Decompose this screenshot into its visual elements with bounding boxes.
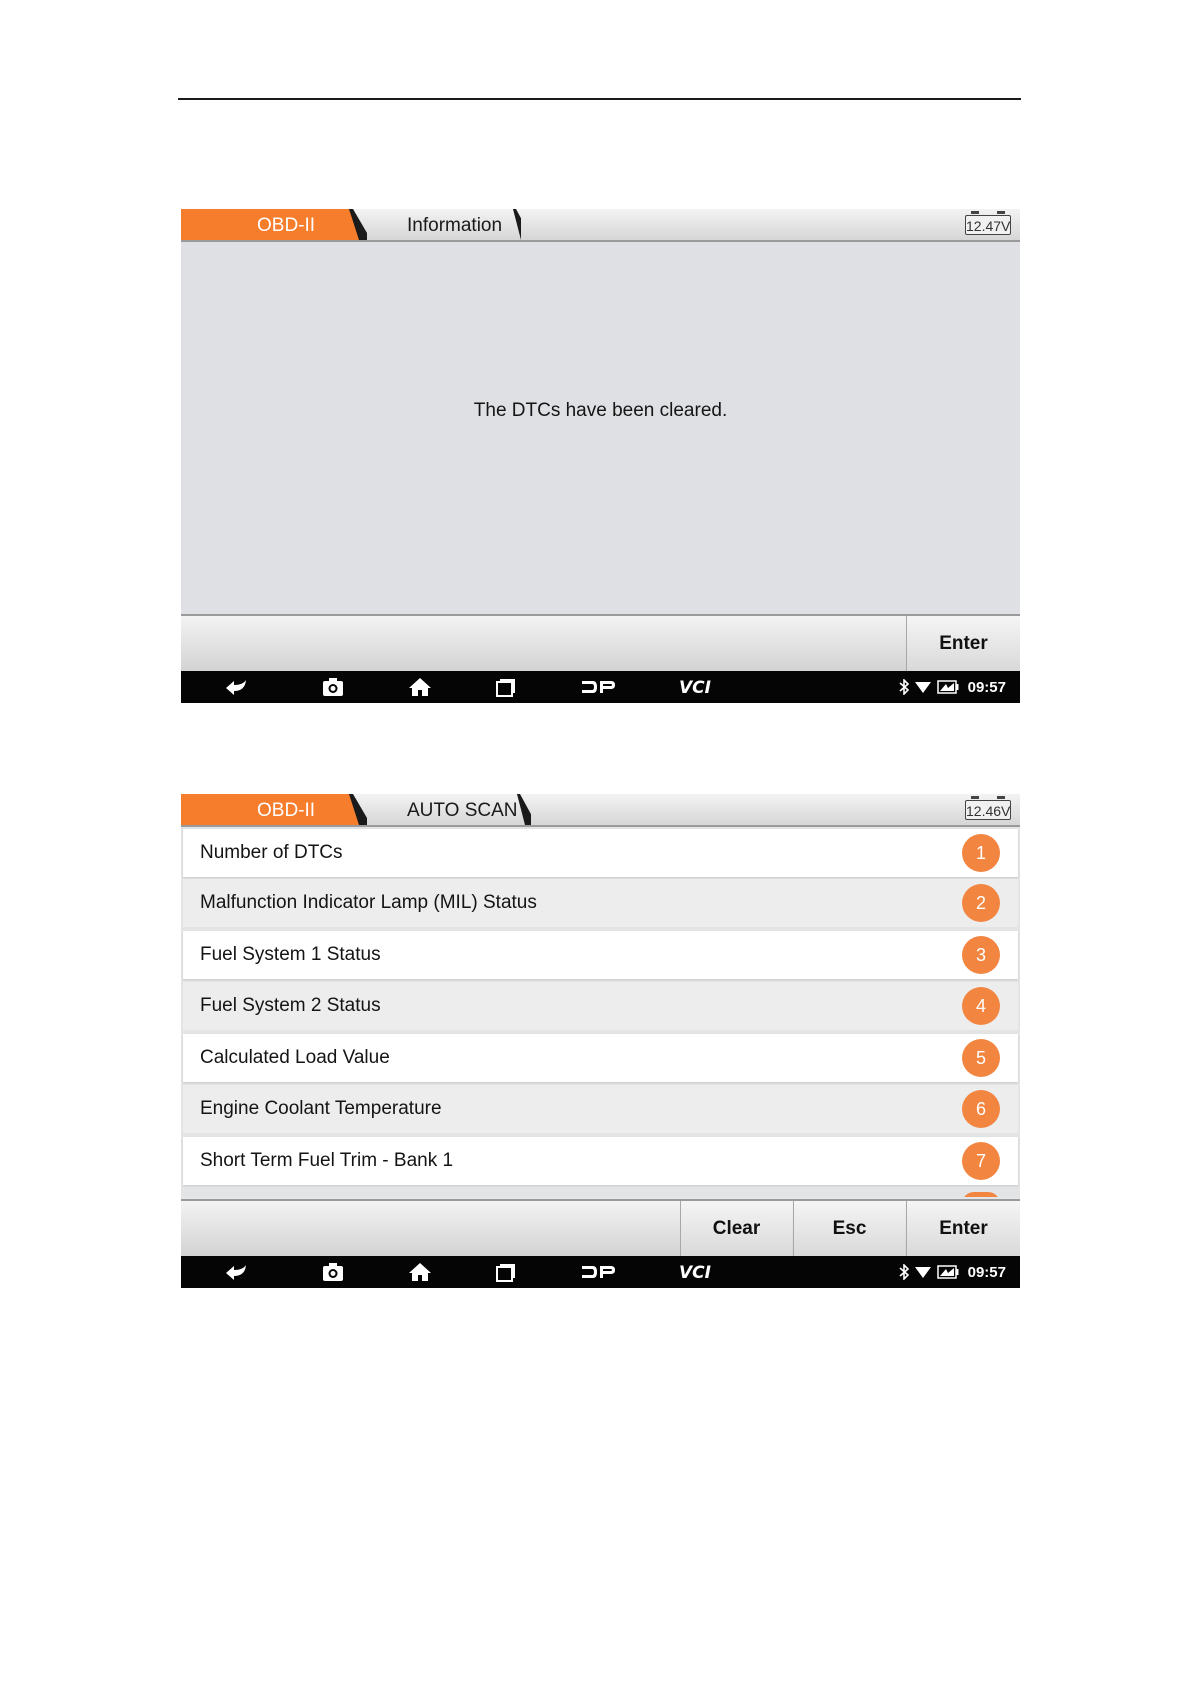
tab-auto-scan[interactable]: AUTO SCAN <box>407 800 518 821</box>
list-item[interactable] <box>183 1085 1018 1133</box>
list-item[interactable] <box>183 931 1018 979</box>
next-item-badge-peek <box>962 1192 1000 1197</box>
battery-status-icon <box>937 680 959 694</box>
list-item[interactable] <box>183 982 1018 1030</box>
list-item-number: 4 <box>962 987 1000 1025</box>
clock: 09:57 <box>967 678 1006 696</box>
wifi-icon <box>915 1265 931 1279</box>
wifi-icon <box>915 680 931 694</box>
vehicle-battery-voltage <box>965 800 1011 820</box>
title-bar <box>181 209 1020 242</box>
battery-voltage-value: 12.46V <box>966 803 1011 819</box>
status-area <box>899 1256 1006 1288</box>
list-item-label: Malfunction Indicator Lamp (MIL) Status <box>200 892 537 913</box>
list-item-label: Short Term Fuel Trim - Bank 1 <box>200 1150 454 1171</box>
vehicle-battery-voltage <box>965 215 1011 235</box>
clock: 09:57 <box>967 1263 1006 1281</box>
list-item[interactable] <box>183 1137 1018 1185</box>
svg-text:VCI: VCI <box>679 678 711 697</box>
button-bar <box>181 614 1020 671</box>
list-item-number: 3 <box>962 936 1000 974</box>
list-item-label: Fuel System 1 Status <box>200 944 381 965</box>
esc-button[interactable]: Esc <box>793 1201 905 1256</box>
dp-icon[interactable] <box>580 677 616 697</box>
battery-voltage-value: 12.47V <box>966 218 1011 234</box>
vci-icon[interactable] <box>679 1262 717 1282</box>
dp-icon[interactable] <box>580 1262 616 1282</box>
list-item-label: Number of DTCs <box>200 842 343 863</box>
obd-auto-scan-screen <box>181 794 1020 1288</box>
list-item[interactable] <box>183 829 1018 877</box>
camera-icon[interactable] <box>322 1262 344 1282</box>
tab-obd-ii[interactable]: OBD-II <box>257 215 316 236</box>
list-item[interactable] <box>183 879 1018 927</box>
title-bar <box>181 794 1020 827</box>
list-item-label: Calculated Load Value <box>200 1047 390 1068</box>
recent-apps-icon[interactable] <box>495 1262 517 1282</box>
bluetooth-icon <box>899 1264 909 1280</box>
list-item-number: 6 <box>962 1090 1000 1128</box>
battery-status-icon <box>937 1265 959 1279</box>
svg-text:VCI: VCI <box>679 1263 711 1282</box>
vci-icon[interactable] <box>679 677 717 697</box>
recent-apps-icon[interactable] <box>495 677 517 697</box>
back-icon[interactable] <box>223 1262 249 1282</box>
enter-button[interactable]: Enter <box>906 1201 1020 1256</box>
enter-button[interactable]: Enter <box>906 616 1020 671</box>
status-area <box>899 671 1006 703</box>
pid-list <box>181 827 1020 1197</box>
obd-information-screen <box>181 209 1020 703</box>
clear-button[interactable]: Clear <box>680 1201 792 1256</box>
back-icon[interactable] <box>223 677 249 697</box>
page-header-rule <box>178 98 1021 100</box>
information-panel <box>181 242 1020 614</box>
status-message: The DTCs have been cleared. <box>473 400 728 421</box>
tab-information[interactable]: Information <box>407 215 503 236</box>
list-item-number: 2 <box>962 884 1000 922</box>
list-item-number: 7 <box>962 1142 1000 1180</box>
tab-obd-ii[interactable]: OBD-II <box>257 800 316 821</box>
list-item-number: 5 <box>962 1039 1000 1077</box>
bluetooth-icon <box>899 679 909 695</box>
list-item-label: Engine Coolant Temperature <box>200 1098 442 1119</box>
home-icon[interactable] <box>408 1262 432 1282</box>
button-bar <box>181 1199 1020 1256</box>
home-icon[interactable] <box>408 677 432 697</box>
system-nav-bar <box>181 1256 1020 1288</box>
list-item-label: Fuel System 2 Status <box>200 995 381 1016</box>
list-item-number: 1 <box>962 834 1000 872</box>
list-item[interactable] <box>183 1034 1018 1082</box>
camera-icon[interactable] <box>322 677 344 697</box>
system-nav-bar <box>181 671 1020 703</box>
